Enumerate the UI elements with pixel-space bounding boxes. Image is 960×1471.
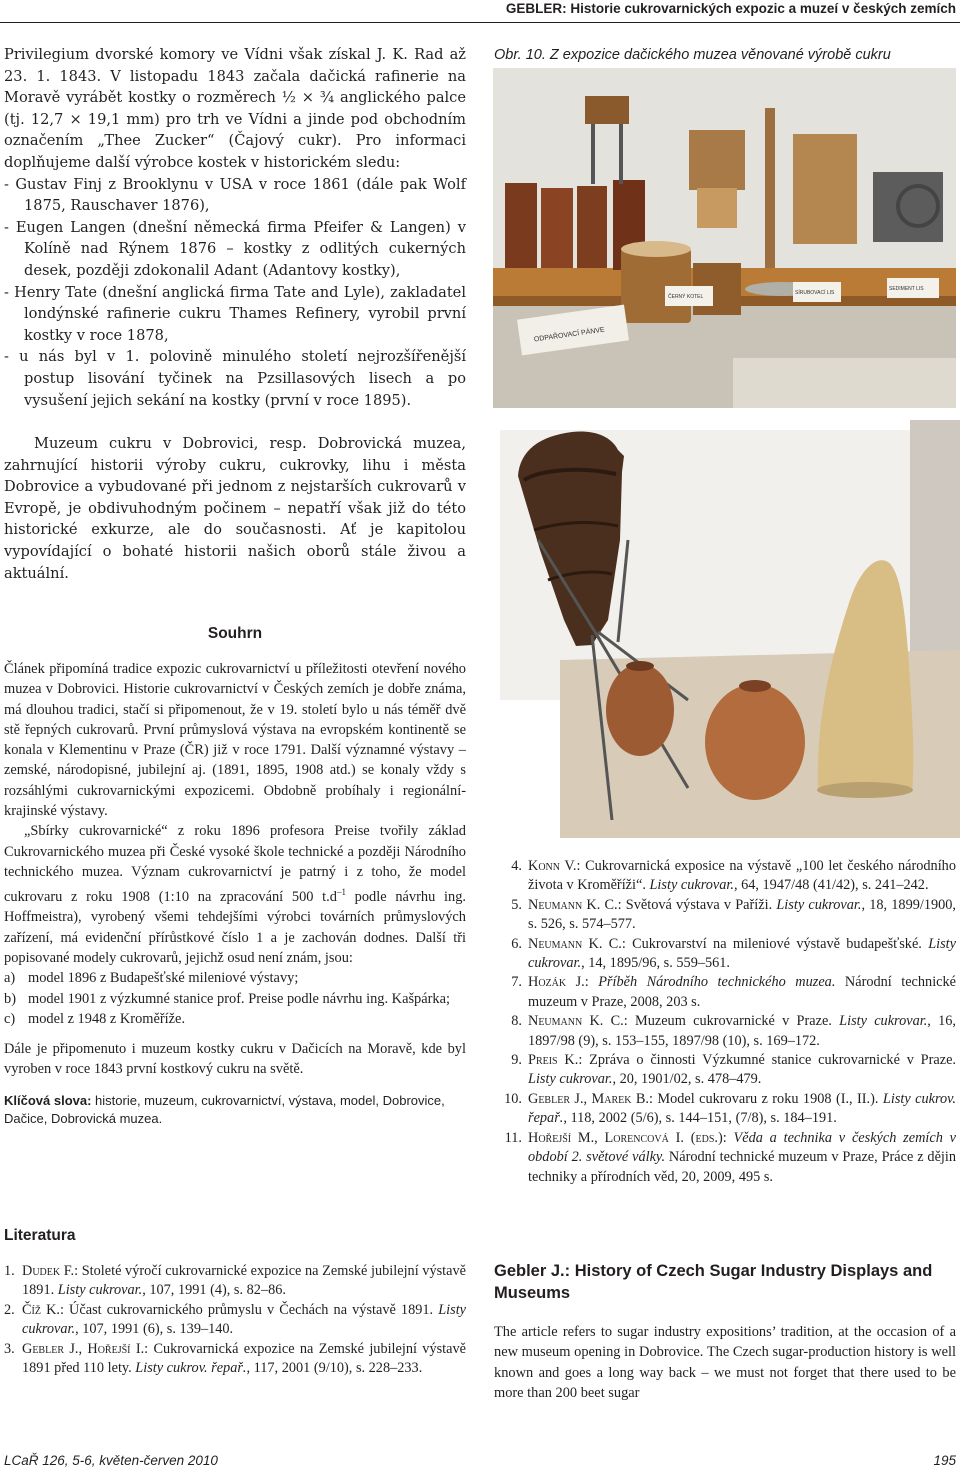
summary-paragraph: Článek připomíná tradice expozic cukrovarnictví u příležitosti otevření nového muzea v Dobrovici. Historie cukrovarnictví v Českých zemích je dobře známa, má dlouhou tradici, stačí si připomenout, že v 19. století bylo u nás téměř dvě stě řepných cukrovarů. První průmyslová výstava na evropském kontinentě se konala v Klementinu v Praze (ČR) již v roce 1791. Další významné výstavy – zemské, národopisné, jubilejní aj. (1891, 1895, 1908 atd.) se konaly vždy s rozsáhlými cukrovarnickými expozicemi. Obdobně probíhaly i regionální-krajinské výstavy. xyxy=(4,661,466,820)
summary-heading: Souhrn xyxy=(207,625,263,642)
ref-number: 1. xyxy=(4,1263,15,1279)
reference-item xyxy=(4,1340,466,1379)
keywords-text: historie, muzeum, cukrovarnictví, výstava, model, Dobrovice, Dačice, Dobrovická muzea. xyxy=(4,1092,445,1126)
list-text: model 1896 z Budapešťské mileniové výstavy; xyxy=(28,970,299,987)
ref-tail: , 107, 1991 (4), s. 82–86. xyxy=(142,1282,286,1299)
ref-author: Preis K. xyxy=(528,1052,579,1069)
summary-text: „Sbírky cukrovarnické“ z roku 1896 profesora Preise tvořily základ Cukrovarnického muzea při České vysoké škole technické a později Národního technického muzea. Význam cukrovarnictví je patrný i z toho, že model cukrovaru z roku 1908 (1:10 na zpracování 500 t.d xyxy=(4,823,466,906)
ref-journal: Listy cukrovar. xyxy=(649,877,734,894)
ref-author: Hozák J. xyxy=(528,974,585,991)
ref-text: : Účast cukrovarnického průmyslu v Čechách na výstavě 1891. xyxy=(59,1301,439,1318)
list-text: model z 1948 z Kroměříže. xyxy=(28,1010,186,1027)
ref-tail: , 18, 1899/1900, s. 526, s. 574–577. xyxy=(528,896,957,933)
page-number: 195 xyxy=(933,1453,956,1468)
ref-journal: Příběh Národního technického muzea. xyxy=(598,974,836,991)
ref-text: : Cukrovarnická expozice na Zemské jubilejní výstavě 1891 před 110 lety. xyxy=(22,1340,466,1377)
sign-text: SÍRUBOVACÍ LIS xyxy=(795,290,835,296)
ref-text: : Model cukrovaru z roku 1908 (I., II.). xyxy=(649,1090,883,1107)
reference-item xyxy=(4,1301,466,1340)
reference-item xyxy=(494,973,956,1012)
paragraph-cube-sugar: Privilegium dvorské komory ve Vídni však získal J. K. Rad až 23. 1. 1843. V listopadu 1843 začala dačická rafinerie na Moravě vyrábět kostky o rozměrech ½ × ¾ anglického palce (tj. 12,7 × 19,1 mm) pro trh ve Vídni a jinde pod obchodním označením „Thee Zucker“ (Čajový cukr). Pro informaci doplňujeme další výrobce kostek v historickém sledu: xyxy=(4,46,466,171)
ref-author: Dudek F. xyxy=(22,1263,75,1279)
ref-tail: , 64, 1947/48 (41/42), s. 241–242. xyxy=(733,877,929,894)
sign-text: SEDIMENT LIS xyxy=(889,286,924,292)
keywords xyxy=(4,1092,466,1128)
summary-section xyxy=(4,659,466,1128)
ref-tail: , 107, 1991 (6), s. 139–140. xyxy=(75,1321,234,1338)
ref-number: 11. xyxy=(504,1129,522,1146)
ref-text: : Stoleté výročí cukrovarnické expozice na Zemské jubilejní výstavě 1891. xyxy=(22,1263,466,1299)
figure-caption: Obr. 10. Z expozice dačického muzea věnované výrobě cukru xyxy=(494,47,891,63)
sugar-molds-photo xyxy=(500,420,960,838)
reference-item xyxy=(494,896,956,935)
ref-text: : xyxy=(584,974,599,991)
ref-author: Konn V. xyxy=(528,858,577,874)
list-item: - Gustav Finj z Brooklynu v USA v roce 1861 (dále pak Wolf 1875, Rauschaver 1876), xyxy=(4,175,466,215)
ref-tail: , 16, 1897/98 (9), s. 153–155, 1897/98 (10), s. 169–172. xyxy=(528,1013,956,1049)
ref-number: 4. xyxy=(511,858,522,874)
ref-text: : Muzeum cukrovarnické v Praze. xyxy=(623,1013,840,1030)
list-marker: a) xyxy=(4,970,16,987)
ref-author: Hořejší M., Lorencová I. (eds.) xyxy=(528,1129,723,1146)
sign-text: ČERNÝ KOTEL xyxy=(668,294,704,300)
ref-tail: , 117, 2001 (9/10), s. 228–233. xyxy=(246,1360,423,1377)
running-header-title: GEBLER: Historie cukrovarnických expozic a muzeí v českých zemích xyxy=(505,1,956,16)
ref-number: 8. xyxy=(511,1013,522,1030)
paragraph-dobrovice: Muzeum cukru v Dobrovici, resp. Dobrovická muzea, zahrnující historii výroby cukru, cukrovky, lihu i města Dobrovice a vybudované při jednom z nejstarších cukrovarů v Evropě, je obdivuhodným počinem – nepatří však již do této historické exkurze, ale do současnosti. Ať je kapitolou vypovídající o bohaté historii našich oborů stále živou a aktuální. xyxy=(4,435,466,582)
ref-author: Číž K. xyxy=(22,1301,60,1318)
page-footer xyxy=(0,1451,960,1471)
museum-exhibit-illustration xyxy=(493,68,956,408)
ref-tail: Národní technické muzeum v Praze, 2008, 203 s. xyxy=(528,974,957,1010)
reference-item xyxy=(494,935,956,974)
ref-journal: Listy cukrovar. xyxy=(528,1071,613,1088)
ref-number: 9. xyxy=(511,1052,522,1069)
ref-author: Neumann K. C. xyxy=(528,1013,624,1030)
ref-number: 7. xyxy=(511,974,522,991)
ref-tail: , 14, 1895/96, s. 559–561. xyxy=(581,955,731,972)
model-list-item xyxy=(4,968,466,988)
keywords-label: Klíčová slova: xyxy=(4,1092,92,1108)
ref-author: Neumann K. C. xyxy=(528,935,622,952)
ref-tail: , 118, 2002 (5/6), s. 144–151, (7/8), s. 184–191. xyxy=(563,1110,837,1127)
ref-author: Neumann K. C. xyxy=(528,896,618,913)
ref-journal: Listy cukrov. řepař. xyxy=(135,1360,247,1377)
ref-number: 3. xyxy=(4,1340,15,1357)
summary-paragraph-dacice: Dále je připomenuto i muzeum kostky cukru v Dačicích na Moravě, kde byl vyroben v roce 1843 první kostkový cukru na světě. xyxy=(4,1041,466,1078)
list-item: - Eugen Langen (dnešní německá firma Pfeifer & Langen) v Kolíně nad Rýnem 1876 – kostky z odlitých cukerných desek, později zdokonalil Adant (Adantovy kostky), xyxy=(4,218,466,279)
ref-number: 10. xyxy=(504,1090,522,1107)
list-marker: c) xyxy=(4,1010,16,1027)
header-rule xyxy=(0,22,960,23)
summary-text: podle návrhu ing. Hoffmeistra), vyrobený všemi tehdejšími výrobci továrních průmyslových zařízení, má evidenční přírůstkové číslo 1 a je zachován dodnes. Další tři popisované modely cukrovarů, jejichž osud není znám, jsou: xyxy=(4,889,466,966)
sign-text: ODPAŘOVACÍ PÁNVE xyxy=(533,326,606,344)
ref-text: : Světová výstava v Paříži. xyxy=(617,896,777,913)
ref-author: Gebler J., Marek B. xyxy=(528,1090,650,1107)
model-list-item xyxy=(4,1009,466,1029)
reference-item xyxy=(494,1090,956,1129)
english-title: Gebler J.: History of Czech Sugar Industry Displays and Museums xyxy=(494,1262,933,1302)
reference-item xyxy=(494,1129,956,1187)
ref-number: 2. xyxy=(4,1301,15,1318)
list-marker: b) xyxy=(4,990,16,1007)
list-item: - Henry Tate (dnešní anglická firma Tate and Lyle), zakladatel londýnské rafinerie cukru Thames Refinery, vyrobil první kostky v roce 1878, xyxy=(4,283,466,344)
museum-exhibit-photo xyxy=(493,68,956,408)
ref-text: : xyxy=(722,1129,734,1146)
reference-item xyxy=(494,1051,956,1090)
sugar-molds-illustration xyxy=(500,420,960,838)
ref-journal: Listy cukrov. řepař. xyxy=(528,1090,956,1127)
references-heading: Literatura xyxy=(4,1227,76,1244)
english-abstract: The article refers to sugar industry expositions’ tradition, at the occasion of a new museum opening in Dobrovice. The Czech sugar-production history is well known and goes a long way back – we must not forget that there used to be more than 200 beet sugar xyxy=(494,1324,956,1401)
list-item: - u nás byl v 1. polovině minulého století nejrozšířenější postup lisování tyčinek na Pzsillasových lisech a po vysušení jejich sekání na kostky (první v roce 1895). xyxy=(4,348,466,409)
ref-number: 5. xyxy=(511,896,522,913)
ref-journal: Věda a technika v českých zemích v období 2. světové války. xyxy=(528,1129,956,1166)
reference-item xyxy=(494,857,956,896)
ref-journal: Listy cukrovar. xyxy=(839,1013,928,1030)
journal-issue: LCaŘ 126, 5-6, květen-červen 2010 xyxy=(4,1453,218,1468)
ref-tail: Národní technické muzeum v Praze, Práce z dějin techniky a přírodních věd, 20, 2009, 495 s. xyxy=(528,1149,957,1185)
ref-tail: , 20, 1901/02, s. 478–479. xyxy=(612,1071,762,1088)
ref-text: : Zpráva o činnosti Výzkumné stanice cukrovarnické v Praze. xyxy=(578,1052,956,1069)
ref-journal: Listy cukrovar. xyxy=(528,935,956,972)
ref-text: : Cukrovarství na mileniové výstavě budapešťské. xyxy=(621,935,929,952)
references-left xyxy=(4,1262,466,1378)
left-column-top xyxy=(4,44,466,584)
ref-journal: Listy cukrovar. xyxy=(22,1301,467,1338)
ref-journal: Listy cukrovar. xyxy=(57,1282,143,1299)
summary-paragraph-collections xyxy=(4,821,466,968)
ref-author: Gebler J., Hořejší I. xyxy=(22,1340,145,1357)
model-list-item xyxy=(4,989,466,1009)
references-right xyxy=(494,857,956,1187)
ref-number: 6. xyxy=(511,935,522,952)
ref-text: : Cukrovarnická exposice na výstavě „100 let českého národního života v Kroměříži“. xyxy=(528,858,956,894)
superscript: –1 xyxy=(336,887,346,898)
reference-item xyxy=(4,1262,466,1301)
running-header xyxy=(0,0,960,22)
ref-journal: Listy cukrovar. xyxy=(776,896,862,913)
list-text: model 1901 z výzkumné stanice prof. Preise podle návrhu ing. Kašpárka; xyxy=(28,990,451,1007)
reference-item xyxy=(494,1012,956,1051)
